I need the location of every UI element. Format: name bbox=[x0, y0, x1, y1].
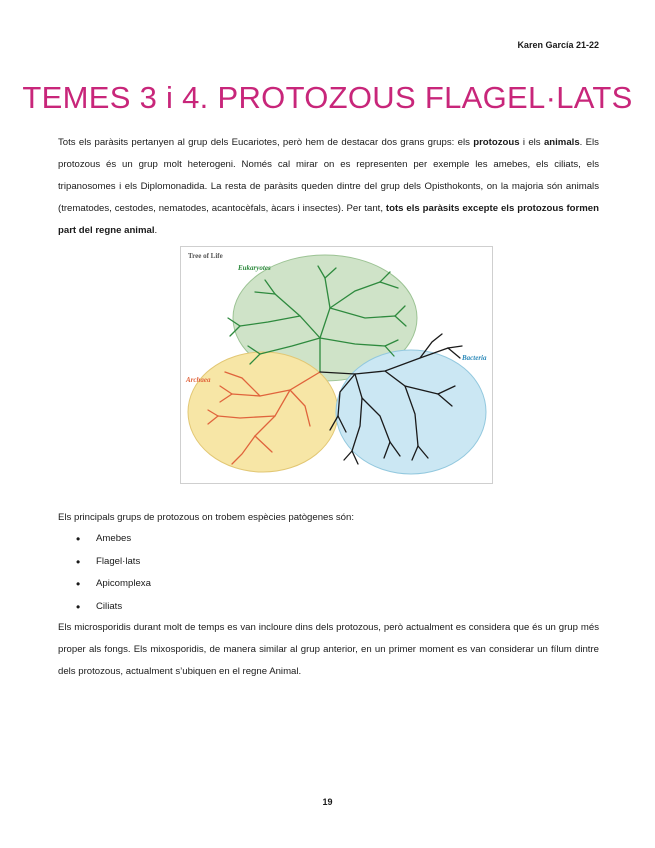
list-item-label: Apicomplexa bbox=[96, 578, 151, 589]
protozoa-groups-list bbox=[76, 528, 151, 618]
intro-bold-animals: animals bbox=[543, 137, 580, 148]
list-item bbox=[76, 573, 151, 596]
intro-bold-conclusion: tots els paràsits excepte els protozous formen part del regne animal bbox=[58, 203, 599, 236]
bacteria-region bbox=[336, 350, 486, 474]
intro-text-3: . Els protozous és un grup molt heterogeni. Només cal mirar on es representen per exemple les amebes, els ciliats, els tripanosomes i els Diplomonadida. La resta de paràsits queden dintre del grup dels Opisthokonts, on la majoria són animals (trematodes, cestodes, nematodes, acantocèfals, àcars i insectes). Per tant, bbox=[58, 137, 599, 214]
archaea-label: Archaea bbox=[186, 376, 211, 384]
closing-paragraph: Els microsporidis durant molt de temps es van incloure dins dels protozous, però actualment es considera que és un grup més proper als fongs. Els mixosporidis, de manera similar al grup anterior, en un primer moment es van considerar un fílum dintre dels protozous, actualment s’ubiquen en el regne Animal. bbox=[58, 622, 599, 677]
bullet-icon: • bbox=[76, 577, 81, 591]
list-item-label: Ciliats bbox=[96, 600, 123, 612]
eukaryotes-label: Eukaryotes bbox=[238, 264, 271, 272]
intro-text-1: Tots els paràsits pertanyen al grup dels Eucariotes, però hem de destacar dos grans grups: els bbox=[58, 137, 474, 148]
bullet-icon: • bbox=[76, 599, 81, 614]
bullet-icon: • bbox=[76, 532, 81, 546]
intro-paragraph bbox=[58, 132, 599, 242]
intro-text-4: . bbox=[154, 225, 158, 236]
list-item bbox=[76, 551, 151, 574]
page-number: 19 bbox=[322, 797, 333, 807]
header-author: Karen García 21-22 bbox=[517, 40, 599, 50]
list-item bbox=[76, 528, 151, 551]
intro-text-2: i els bbox=[519, 137, 544, 148]
bacteria-label: Bacteria bbox=[462, 354, 487, 362]
list-item bbox=[76, 596, 151, 619]
figure-title: Tree of Life bbox=[188, 252, 223, 260]
page-title: TEMES 3 i 4. PROTOZOUS FLAGEL·LATS bbox=[22, 80, 633, 115]
list-item-label: Flagel·lats bbox=[96, 555, 141, 567]
bullet-icon: • bbox=[76, 554, 81, 569]
list-item-label: Amebes bbox=[96, 533, 132, 544]
intro-bold-protozous: protozous bbox=[473, 137, 520, 148]
groups-intro: Els principals grups de protozous on trobem espècies patògenes són: bbox=[58, 512, 354, 523]
tree-of-life-figure bbox=[180, 246, 493, 484]
